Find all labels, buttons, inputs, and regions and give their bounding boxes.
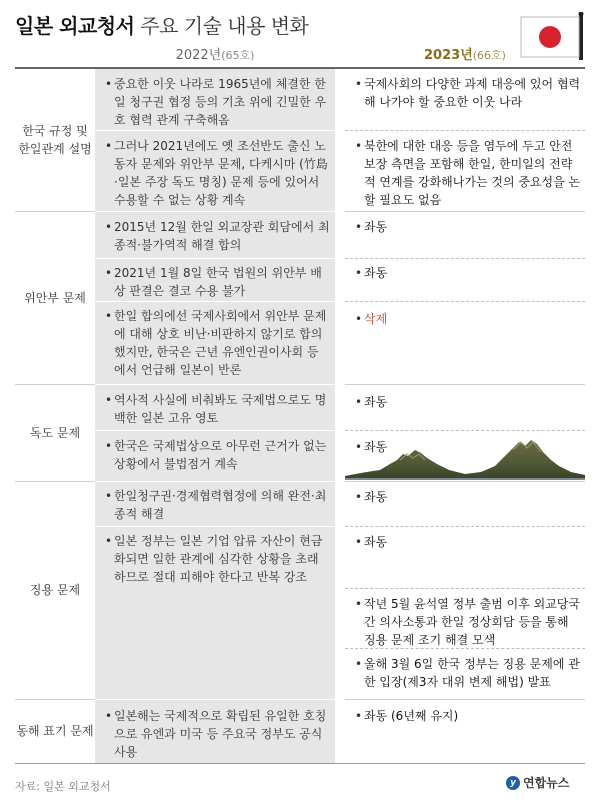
row-divider	[345, 384, 585, 385]
cell-2023: • 좌동	[355, 395, 388, 409]
cell-2023: • 좌동	[355, 266, 388, 280]
cell-2022: • 역사적 사실에 비춰봐도 국제법으로도 명백한 일본 고유 영토	[105, 393, 327, 425]
row-divider	[95, 526, 335, 527]
row-divider	[95, 130, 335, 131]
cell-2022: • 일본해는 국제적으로 확립된 유일한 호칭으로 유엔과 미국 등 주요국 정부도 공식 사용	[105, 709, 327, 759]
cell-2022: • 2015년 12월 한일 외교장관 회담에서 최종적·불가역적 해결 합의	[105, 220, 330, 252]
row-divider	[95, 301, 335, 302]
category-comfort-women: 위안부 문제	[24, 291, 86, 305]
yonhap-logo	[506, 774, 569, 791]
column-head-2022	[95, 44, 335, 63]
cell-2022: • 한국은 국제법상으로 아무런 근거가 없는 상황에서 불법점거 계속	[105, 439, 327, 471]
edition-2023: (66호)	[472, 49, 506, 62]
cell-2023: • 북한에 대한 대응 등을 염두에 두고 안전보장 측면을 포함해 한일, 한미일의 전략적 연계를 강화해나가는 것의 중요성을 논할 필요도 없음	[355, 139, 581, 207]
edition-2022: (65호)	[221, 49, 255, 62]
row-divider	[95, 699, 335, 700]
title-light: 주요 기술 내용 변화	[140, 14, 309, 38]
dokdo-islands-illustration	[345, 420, 585, 480]
category-east-sea: 동해 표기 문제	[16, 724, 94, 738]
row-divider	[345, 699, 585, 700]
cell-2023: • 작년 5월 윤석열 정부 출범 이후 외교당국 간 의사소통과 한일 정상회담 등을 통해 징용 문제 조기 해결 모색	[355, 597, 580, 647]
cell-2022: • 2021년 1월 8일 한국 법원의 위안부 배상 판결은 결코 수용 불가	[105, 266, 322, 298]
row-divider	[95, 384, 335, 385]
category-divider	[15, 211, 95, 212]
cell-2023: • 올해 3월 6일 한국 정부는 징용 문제에 관한 입장(제3자 대위 변제 해법) 발표	[355, 657, 580, 689]
cell-2022: • 중요한 이웃 나라로 1965년에 체결한 한일 청구권 협정 등의 기초 위에 긴밀한 우호 협력 관계 구축해옴	[105, 77, 327, 127]
cell-2022: • 한일 합의에선 국제사회에서 위안부 문제에 대해 상호 비난·비판하지 않기로 합의했지만, 한국은 근년 유엔인권이사회 등에서 언급해 일본이 반론	[105, 309, 327, 377]
row-divider	[345, 588, 585, 589]
row-divider	[345, 130, 585, 131]
row-divider	[345, 481, 585, 482]
row-divider	[95, 258, 335, 259]
year-2022: 2022년	[175, 48, 222, 63]
cell-2023: • 좌동	[355, 490, 388, 504]
page-title	[15, 10, 308, 39]
yonhap-logo-text: 연합뉴스	[523, 776, 570, 790]
row-divider	[95, 211, 335, 212]
cell-2023-deleted: • 삭제	[355, 312, 388, 326]
category-forced-labor: 징용 문제	[29, 583, 81, 597]
cell-2023: • 좌동 (6년째 유지)	[355, 709, 459, 723]
yonhap-logo-icon: y	[506, 776, 520, 790]
source-note: 자료: 일본 외교청서	[15, 780, 111, 793]
cell-2023: • 좌동	[355, 440, 388, 454]
column-head-2023	[345, 44, 585, 63]
cell-2022: • 일본 정부는 일본 기업 압류 자산이 현금화되면 일한 관계에 심각한 상황을 초래하므로 절대 피해야 한다고 반복 강조	[105, 534, 323, 584]
footer-divider	[15, 763, 585, 764]
cell-2023: • 좌동	[355, 220, 388, 234]
year-2023: 2023년	[424, 48, 473, 63]
title-bold: 일본 외교청서	[15, 14, 135, 38]
category-divider	[15, 384, 95, 385]
cell-2022: • 그러나 2021년에도 옛 조선반도 출신 노동자 문제와 위안부 문제, 다케시마 (竹島·일본 주장 독도 명칭) 문제 등에 있어서 수용할 수 없는 상황 계속	[105, 139, 328, 207]
category-korea-relations: 한국 규정 및 한일관계 설명	[18, 124, 92, 156]
cell-2023: • 좌동	[355, 535, 388, 549]
row-divider	[95, 430, 335, 431]
cell-2023: • 국제사회의 다양한 과제 대응에 있어 협력해 나가야 할 중요한 이웃 나라	[355, 77, 581, 109]
cell-2022: • 한일청구권·경제협력협정에 의해 완전·최종적 해결	[105, 489, 327, 521]
category-divider	[15, 699, 95, 700]
category-dokdo: 독도 문제	[29, 426, 81, 440]
row-divider	[345, 211, 585, 212]
row-divider	[345, 258, 585, 259]
row-divider	[95, 481, 335, 482]
row-divider	[345, 301, 585, 302]
row-divider	[345, 526, 585, 527]
category-divider	[15, 481, 95, 482]
